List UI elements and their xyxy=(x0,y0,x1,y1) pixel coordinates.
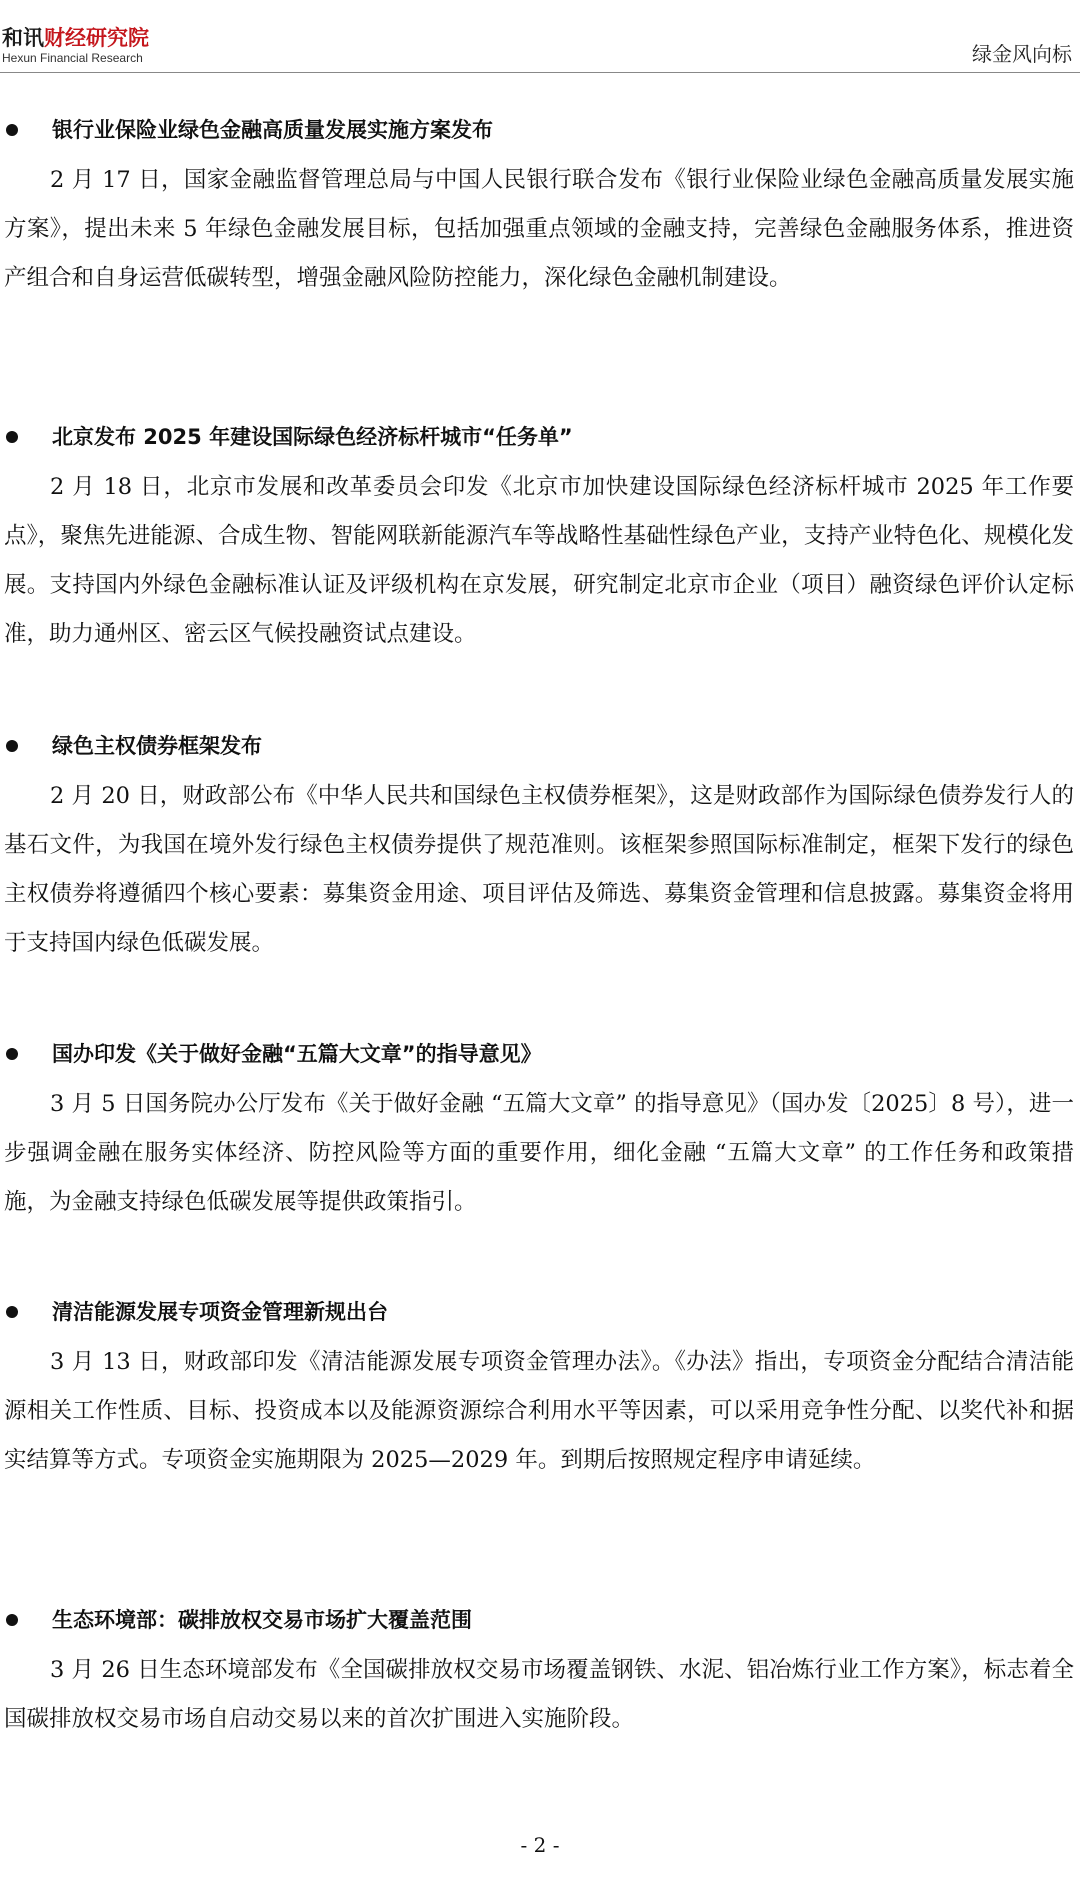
news-title: 银行业保险业绿色金融高质量发展实施方案发布 xyxy=(52,118,493,142)
news-item-2 xyxy=(0,417,1080,659)
logo-text-research-institute: 财经研究院 xyxy=(44,26,149,50)
news-title: 清洁能源发展专项资金管理新规出台 xyxy=(52,1300,388,1324)
bullet-icon xyxy=(6,1614,18,1626)
news-title: 生态环境部：碳排放权交易市场扩大覆盖范围 xyxy=(52,1608,472,1632)
news-heading xyxy=(0,1600,1080,1640)
news-item-1 xyxy=(0,110,1080,303)
news-body: 2 月 20 日，财政部公布《中华人民共和国绿色主权债券框架》，这是财政部作为国际绿色债券发行人的基石文件，为我国在境外发行绿色主权债券提供了规范准则。该框架参照国际标准制定，框架下发行的绿色主权债券将遵循四个核心要素：募集资金用途、项目评估及筛选、募集资金管理和信息披露。募集资金将用于支持国内绿色低碳发展。 xyxy=(4,783,1074,956)
bullet-icon xyxy=(6,431,18,443)
news-title: 国办印发《关于做好金融“五篇大文章”的指导意见》 xyxy=(52,1042,542,1066)
news-heading xyxy=(0,1292,1080,1332)
news-title: 北京发布 2025 年建设国际绿色经济标杆城市“任务单” xyxy=(52,425,573,449)
news-heading xyxy=(0,417,1080,457)
news-heading xyxy=(0,1034,1080,1074)
bullet-icon xyxy=(6,1306,18,1318)
page-number: - 2 - xyxy=(520,1833,560,1857)
news-body: 3 月 26 日生态环境部发布《全国碳排放权交易市场覆盖钢铁、水泥、铝冶炼行业工作方案》，标志着全国碳排放权交易市场自启动交易以来的首次扩围进入实施阶段。 xyxy=(4,1657,1074,1732)
news-body: 2 月 17 日，国家金融监督管理总局与中国人民银行联合发布《银行业保险业绿色金融高质量发展实施方案》，提出未来 5 年绿色金融发展目标，包括加强重点领域的金融支持，完善绿色金融服务体系，推进资产组合和自身运营低碳转型，增强金融风险防控能力，深化绿色金融机制建设。 xyxy=(4,167,1074,291)
news-item-6 xyxy=(0,1600,1080,1744)
hexun-logo xyxy=(2,26,149,50)
news-heading xyxy=(0,726,1080,766)
page-header xyxy=(0,0,1080,73)
news-title: 绿色主权债券框架发布 xyxy=(52,734,262,758)
logo-english-name: Hexun Financial Research xyxy=(2,51,143,65)
news-item-4 xyxy=(0,1034,1080,1227)
news-item-3 xyxy=(0,726,1080,968)
logo-text-hexun: 和讯 xyxy=(2,26,44,50)
header-section-name: 绿金风向标 xyxy=(972,42,1072,66)
news-body: 3 月 13 日，财政部印发《清洁能源发展专项资金管理办法》。《办法》指出，专项资金分配结合清洁能源相关工作性质、目标、投资成本以及能源资源综合利用水平等因素，可以采用竞争性分配、以奖代补和据实结算等方式。专项资金实施期限为 2025—2029 年。到期后按照规定程序申请延续。 xyxy=(4,1349,1074,1473)
news-item-5 xyxy=(0,1292,1080,1485)
news-body: 3 月 5 日国务院办公厅发布《关于做好金融 “五篇大文章” 的指导意见》（国办发〔2025〕8 号），进一步强调金融在服务实体经济、防控风险等方面的重要作用，细化金融 “五篇大文章” 的工作任务和政策措施，为金融支持绿色低碳发展等提供政策指引。 xyxy=(4,1091,1074,1215)
news-heading xyxy=(0,110,1080,150)
news-body: 2 月 18 日，北京市发展和改革委员会印发《北京市加快建设国际绿色经济标杆城市 2025 年工作要点》，聚焦先进能源、合成生物、智能网联新能源汽车等战略性基础性绿色产业，支持产业特色化、规模化发展。支持国内外绿色金融标准认证及评级机构在京发展，研究制定北京市企业（项目）融资绿色评价认定标准，助力通州区、密云区气候投融资试点建设。 xyxy=(4,474,1074,647)
bullet-icon xyxy=(6,1048,18,1060)
bullet-icon xyxy=(6,124,18,136)
bullet-icon xyxy=(6,740,18,752)
